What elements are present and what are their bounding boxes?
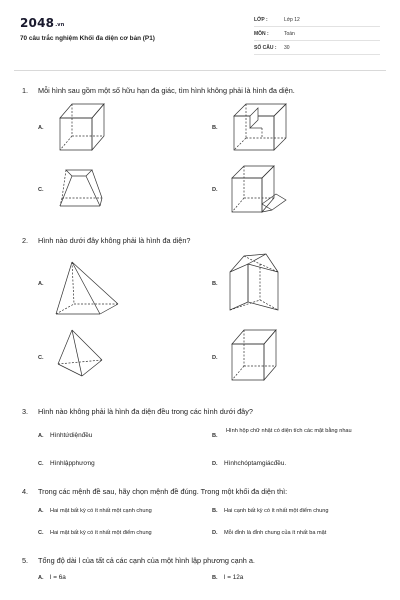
option-label: A. bbox=[38, 508, 44, 514]
question-number: 1. bbox=[22, 86, 29, 95]
cube-figure[interactable] bbox=[56, 100, 106, 152]
option-label: D. bbox=[212, 530, 218, 536]
option-label: C. bbox=[38, 461, 44, 467]
option-text: Hình hộp chữ nhật có diện tích các mặt bằng nhau bbox=[226, 428, 352, 434]
question-text: Mỗi hình sau gồm một số hữu hạn đa giác, tìm hình không phải là hình đa diện. bbox=[38, 86, 295, 95]
answer-option-c[interactable] bbox=[38, 529, 152, 537]
page-header bbox=[0, 0, 400, 68]
question-text: Hình nào không phải là hình đa diện đều trong các hình dưới đây? bbox=[38, 407, 253, 416]
answer-option-b[interactable] bbox=[212, 427, 382, 439]
meta-subject-label: MÔN : bbox=[254, 31, 269, 37]
option-label: B. bbox=[212, 433, 218, 439]
pyramid-figure[interactable] bbox=[50, 258, 122, 320]
site-logo[interactable] bbox=[20, 16, 65, 30]
logo-suffix: .vn bbox=[55, 22, 65, 28]
answer-option-a[interactable] bbox=[38, 432, 92, 439]
cube-figure[interactable] bbox=[226, 322, 282, 384]
option-label: D. bbox=[212, 461, 218, 467]
question-2 bbox=[22, 236, 190, 245]
question-text: Trong các mệnh đề sau, hãy chọn mệnh đề đúng. Trong một khối đa diện thì: bbox=[38, 487, 288, 496]
meta-subject bbox=[254, 28, 380, 41]
option-label[interactable]: A. bbox=[38, 125, 44, 131]
answer-option-d[interactable] bbox=[212, 529, 326, 537]
answer-option-b[interactable] bbox=[212, 574, 243, 581]
meta-question-count-value: 30 bbox=[284, 45, 290, 51]
frustum-figure[interactable] bbox=[56, 166, 106, 210]
answer-option-c[interactable] bbox=[38, 460, 95, 467]
option-label: B. bbox=[212, 508, 218, 514]
option-label: A. bbox=[38, 433, 44, 439]
option-label[interactable]: C. bbox=[38, 355, 44, 361]
meta-subject-value: Toán bbox=[284, 31, 295, 37]
question-number: 4. bbox=[22, 487, 29, 496]
question-number: 5. bbox=[22, 556, 29, 565]
tetrahedron-figure[interactable] bbox=[52, 326, 108, 380]
option-text: Hìnhlậpphương bbox=[50, 460, 95, 467]
question-5 bbox=[22, 556, 255, 565]
option-label[interactable]: B. bbox=[212, 281, 218, 287]
option-text: l = 6a bbox=[50, 574, 66, 581]
option-label: C. bbox=[38, 530, 44, 536]
option-text: Hai mặt bất kỳ có ít nhất một cạnh chung bbox=[50, 508, 152, 514]
option-label[interactable]: D. bbox=[212, 355, 218, 361]
answer-option-a[interactable] bbox=[38, 507, 152, 515]
option-label[interactable]: C. bbox=[38, 187, 44, 193]
option-label[interactable]: A. bbox=[38, 281, 44, 287]
logo-text: 2048 bbox=[20, 16, 55, 30]
header-divider bbox=[14, 70, 386, 71]
meta-grade bbox=[254, 14, 380, 27]
option-text: Hìnhchóptamgiácđều. bbox=[224, 460, 287, 467]
document-title: 70 câu trắc nghiệm Khối đa diện cơ bản (P1) bbox=[20, 35, 155, 42]
question-4 bbox=[22, 487, 287, 496]
meta-question-count-label: SỐ CÂU : bbox=[254, 45, 277, 51]
question-number: 2. bbox=[22, 236, 29, 245]
box-with-attached-prism-figure[interactable] bbox=[226, 160, 290, 216]
meta-grade-value: Lớp 12 bbox=[284, 17, 300, 23]
option-label[interactable]: D. bbox=[212, 187, 218, 193]
answer-option-d[interactable] bbox=[212, 460, 286, 467]
question-1 bbox=[22, 86, 295, 95]
option-label: B. bbox=[212, 575, 218, 581]
option-label: A. bbox=[38, 575, 44, 581]
option-label[interactable]: B. bbox=[212, 125, 218, 131]
option-text: l = 12a bbox=[224, 574, 244, 581]
meta-question-count bbox=[254, 42, 380, 55]
option-text: Hìnhtứdiệnđều bbox=[50, 432, 93, 439]
question-text: Tổng độ dài l của tất cả các cạnh của một hình lập phương cạnh a. bbox=[38, 556, 255, 565]
option-text: Hai mặt bất kỳ có ít nhất một điểm chung bbox=[50, 530, 152, 536]
question-number: 3. bbox=[22, 407, 29, 416]
answer-option-a[interactable] bbox=[38, 574, 66, 581]
meta-grade-label: LỚP : bbox=[254, 17, 268, 23]
notched-box-figure[interactable] bbox=[228, 98, 288, 154]
option-text: Mỗi đỉnh là đỉnh chung của ít nhất ba mặt bbox=[224, 530, 327, 536]
answer-option-b[interactable] bbox=[212, 507, 328, 515]
question-3 bbox=[22, 407, 253, 416]
question-text: Hình nào dưới đây không phải là hình đa diện? bbox=[38, 236, 191, 245]
option-text: Hai cạnh bất kỳ có ít nhất một điểm chung bbox=[224, 508, 329, 514]
house-prism-figure[interactable] bbox=[226, 250, 282, 316]
